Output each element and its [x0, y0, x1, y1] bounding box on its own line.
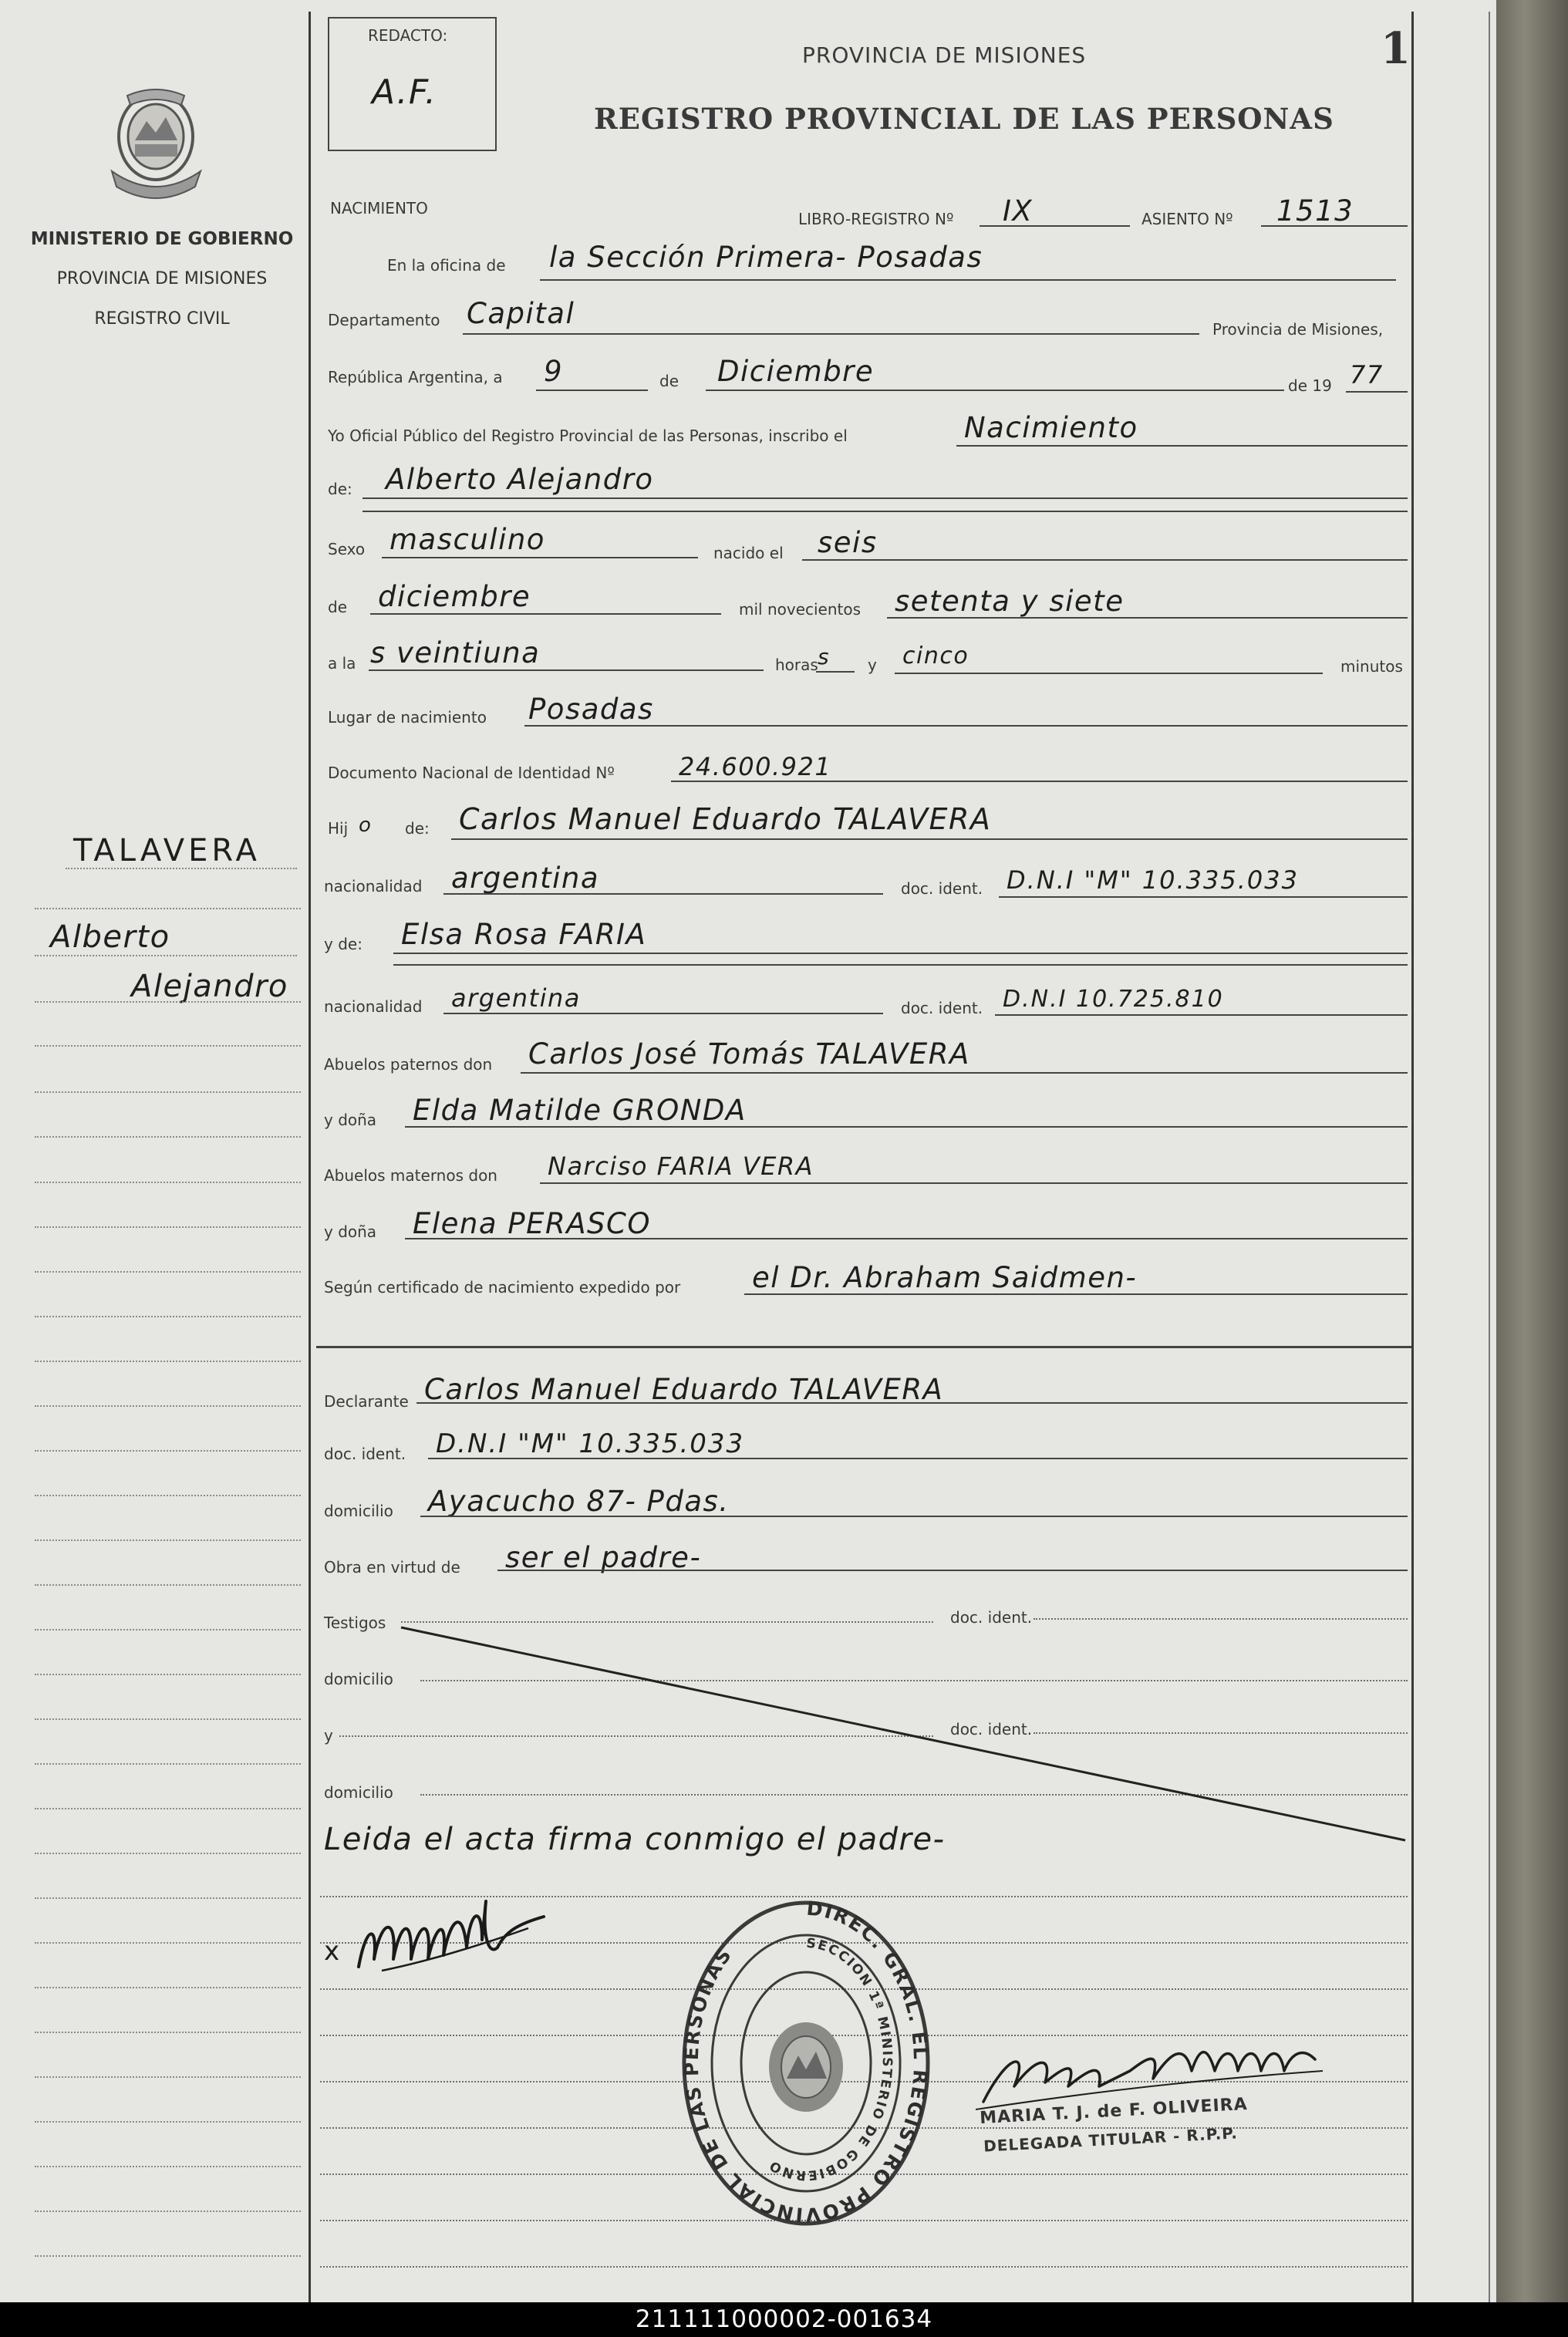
doc-label-madre: doc. ident.	[901, 999, 983, 1017]
ministry-name: MINISTERIO DE GOBIERNO	[30, 229, 294, 249]
firma-prefix: x	[324, 1936, 341, 1967]
abuela-mat-value: Elena PERASCO	[413, 1207, 651, 1240]
testigo1-doc-label: doc. ident.	[950, 1608, 1033, 1627]
testigos-label: Testigos	[324, 1614, 386, 1632]
father-signature-icon	[351, 1894, 559, 1982]
dni-label: Documento Nacional de Identidad Nº	[328, 764, 615, 782]
declarante-label: Declarante	[324, 1392, 409, 1411]
provincia-label: Provincia de Misiones,	[1212, 320, 1384, 339]
de-mes-label: de	[328, 598, 347, 616]
doc-label: doc. ident.	[901, 879, 983, 898]
asiento-label: ASIENTO Nº	[1141, 210, 1233, 228]
obra-label: Obra en virtud de	[324, 1558, 460, 1577]
testigo2-domicilio-label: domicilio	[324, 1783, 393, 1802]
testigo2-doc-label: doc. ident.	[950, 1720, 1033, 1738]
abuela-pat-value: Elda Matilde GRONDA	[413, 1094, 747, 1127]
seal-outer-text: DIREC. GRAL. EL REGISTRO PROVINCIAL DE LAS PERSONAS	[679, 1897, 932, 2227]
nacido-mes-value: diciembre	[378, 580, 531, 613]
decl-doc-value: D.N.I "M" 10.335.033	[436, 1428, 745, 1459]
madre-nac-value: argentina	[451, 983, 581, 1013]
segun-label: Según certificado de nacimiento expedido por	[324, 1278, 681, 1297]
registrar-name: MARIA T. J. de F. OLIVEIRA	[979, 2094, 1249, 2129]
official-seal-icon	[679, 1894, 933, 2233]
registry-title: REGISTRO PROVINCIAL DE LAS PERSONAS	[594, 102, 1334, 136]
minutos-label: minutos	[1340, 657, 1403, 676]
yde-label: y de:	[324, 935, 362, 953]
sexo-value: masculino	[389, 523, 545, 556]
republica-label: República Argentina, a	[328, 368, 503, 386]
padre-nac-value: argentina	[451, 862, 599, 895]
abuelos-mat-label: Abuelos maternos don	[324, 1166, 497, 1185]
redacto-label: REDACTO:	[368, 26, 448, 45]
departamento-label: Departamento	[328, 311, 440, 329]
departamento-value: Capital	[467, 297, 575, 330]
testigo1-domicilio-label: domicilio	[324, 1670, 393, 1688]
y-label: y	[868, 656, 877, 674]
decl-doc-label: doc. ident.	[324, 1445, 406, 1463]
ydona-label-mat: y doña	[324, 1222, 377, 1241]
ministry-registry: REGISTRO CIVIL	[94, 309, 230, 329]
record-type-label: NACIMIENTO	[330, 199, 428, 218]
abuelos-pat-label: Abuelos paternos don	[324, 1055, 493, 1074]
sexo-label: Sexo	[328, 540, 366, 558]
abuelo-pat-value: Carlos José Tomás TALAVERA	[528, 1037, 970, 1071]
redacto-value: A.F.	[372, 73, 437, 112]
margin-given-name-1: Alberto	[50, 919, 170, 955]
lugar-label: Lugar de nacimiento	[328, 708, 487, 727]
segun-value: el Dr. Abraham Saidmen-	[752, 1261, 1138, 1294]
oficial-label: Yo Oficial Público del Registro Provincial de las Personas, inscribo el	[328, 427, 848, 445]
libro-label: LIBRO-REGISTRO Nº	[798, 210, 954, 228]
document-id-bar	[0, 2302, 1568, 2337]
de-nombre-label: de:	[328, 480, 352, 498]
ydona-label: y doña	[324, 1111, 377, 1129]
alas-value: s veintiuna	[370, 636, 541, 669]
dni-value: 24.600.921	[679, 752, 832, 781]
nombre-value: Alberto Alejandro	[386, 463, 654, 496]
ministry-province: PROVINCIA DE MISIONES	[56, 269, 268, 288]
document-id: 211111000002-001634	[635, 2305, 933, 2333]
nacido-value: seis	[818, 526, 878, 559]
leida-value: Leida el acta firma conmigo el padre-	[324, 1822, 946, 1857]
padre-doc-value: D.N.I "M" 10.335.033	[1007, 865, 1299, 895]
margin-given-name-2: Alejandro	[131, 969, 288, 1004]
inscribo-value: Nacimiento	[964, 411, 1138, 444]
abuelo-mat-value: Narciso FARIA VERA	[548, 1152, 814, 1181]
nac-label-madre: nacionalidad	[324, 997, 423, 1016]
lower-line	[320, 2266, 1408, 2268]
margin-surname: TALAVERA	[73, 833, 261, 868]
alas-label: a la	[328, 654, 356, 673]
domicilio-label: domicilio	[324, 1502, 393, 1520]
domicilio-value: Ayacucho 87- Pdas.	[428, 1485, 730, 1518]
horas-label: horas	[775, 656, 818, 674]
binding-edge	[1496, 0, 1568, 2302]
province-title: PROVINCIA DE MISIONES	[802, 42, 1087, 68]
obra-value: ser el padre-	[505, 1541, 702, 1574]
mil-value: setenta y siete	[895, 585, 1125, 618]
horas-value: s	[818, 644, 831, 669]
oficina-value: la Sección Primera- Posadas	[549, 241, 983, 274]
de-anio-label: de 19	[1288, 376, 1332, 395]
hijo-de-label: de:	[405, 819, 430, 838]
libro-value: IX	[1003, 194, 1034, 228]
nacido-label: nacido el	[713, 544, 784, 562]
de-label: de	[659, 372, 679, 390]
padre-value: Carlos Manuel Eduardo TALAVERA	[459, 802, 992, 836]
madre-value: Elsa Rosa FARIA	[401, 918, 647, 951]
anio-value: 77	[1350, 360, 1384, 390]
mes-value: Diciembre	[717, 355, 875, 388]
oficina-label: En la oficina de	[387, 256, 506, 275]
minutos-value: cinco	[902, 642, 969, 669]
madre-doc-value: D.N.I 10.725.810	[1003, 986, 1224, 1013]
nac-label: nacionalidad	[324, 877, 423, 895]
dia-value: 9	[544, 355, 564, 388]
page-number: 1	[1381, 23, 1411, 74]
seal-inner-text: SECCION 1ª MINISTERIO DE GOBIERNO	[766, 1935, 895, 2184]
hijo-label: Hij	[328, 819, 349, 838]
hijo-suffix: o	[359, 814, 373, 837]
testigo2-y-label: y	[324, 1726, 333, 1745]
asiento-value: 1513	[1276, 194, 1354, 228]
declarante-value: Carlos Manuel Eduardo TALAVERA	[424, 1373, 944, 1406]
mil-label: mil novecientos	[739, 600, 862, 619]
registrar-role: DELEGADA TITULAR - R.P.P.	[983, 2123, 1239, 2156]
lugar-value: Posadas	[528, 693, 654, 726]
